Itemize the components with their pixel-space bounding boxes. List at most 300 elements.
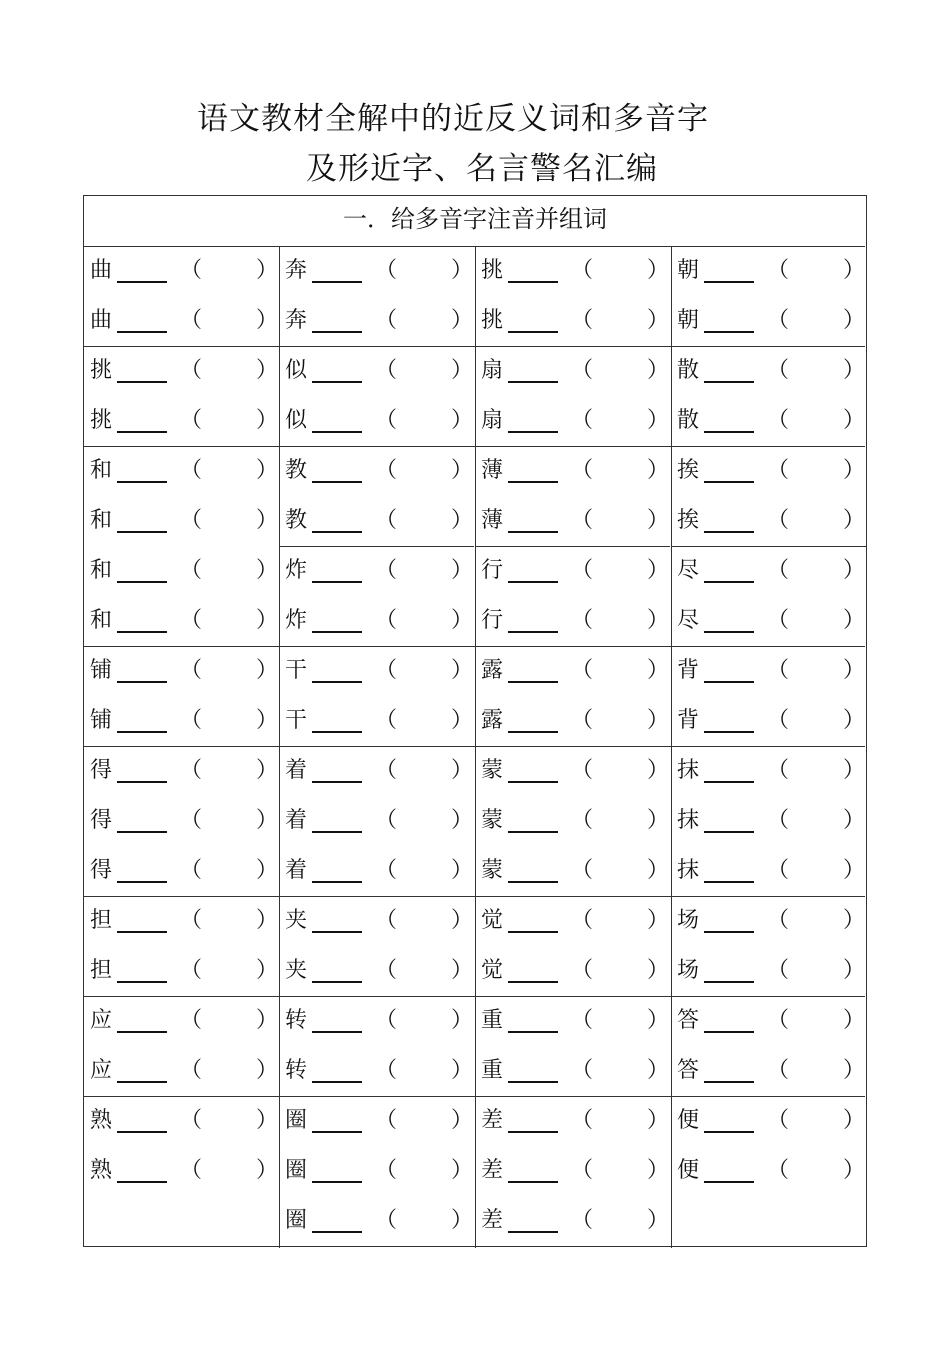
polyphone-entry	[671, 801, 866, 841]
pinyin-blank[interactable]	[117, 681, 167, 683]
polyphone-entry	[671, 1001, 866, 1041]
word-paren-close: ）	[256, 1108, 279, 1133]
column-divider	[279, 246, 280, 1248]
polyphone-entry	[279, 351, 474, 391]
pinyin-blank[interactable]	[704, 581, 754, 583]
word-paren-close: ）	[256, 708, 279, 733]
pinyin-blank[interactable]	[704, 431, 754, 433]
polyphone-character: 熟	[90, 1158, 113, 1183]
pinyin-blank[interactable]	[508, 531, 558, 533]
pinyin-blank[interactable]	[117, 831, 167, 833]
polyphone-entry	[671, 351, 866, 391]
polyphone-entry	[475, 651, 670, 691]
pinyin-blank[interactable]	[508, 1031, 558, 1033]
group-divider	[84, 746, 865, 747]
column-divider	[475, 246, 476, 1248]
polyphone-character: 夹	[285, 958, 308, 983]
pinyin-blank[interactable]	[508, 831, 558, 833]
polyphone-character: 和	[90, 608, 113, 633]
pinyin-blank[interactable]	[704, 831, 754, 833]
pinyin-blank[interactable]	[704, 981, 754, 983]
polyphone-entry	[671, 551, 866, 591]
polyphone-character: 得	[90, 758, 113, 783]
word-paren-open: （	[375, 558, 398, 583]
polyphone-entry	[475, 1001, 670, 1041]
pinyin-blank[interactable]	[117, 1031, 167, 1033]
pinyin-blank[interactable]	[117, 381, 167, 383]
polyphone-character: 答	[677, 1008, 700, 1033]
word-paren-open: （	[571, 858, 594, 883]
pinyin-blank[interactable]	[704, 281, 754, 283]
polyphone-entry	[671, 601, 866, 641]
word-paren-close: ）	[451, 658, 474, 683]
polyphone-character: 尽	[677, 558, 700, 583]
word-paren-close: ）	[451, 258, 474, 283]
word-paren-open: （	[767, 808, 790, 833]
word-paren-close: ）	[647, 708, 670, 733]
pinyin-blank[interactable]	[508, 381, 558, 383]
pinyin-blank[interactable]	[312, 1131, 362, 1133]
polyphone-entry	[671, 251, 866, 291]
polyphone-character: 铺	[90, 708, 113, 733]
pinyin-blank[interactable]	[117, 631, 167, 633]
pinyin-blank[interactable]	[704, 781, 754, 783]
pinyin-blank[interactable]	[117, 981, 167, 983]
pinyin-blank[interactable]	[117, 1081, 167, 1083]
column-divider	[671, 246, 672, 1248]
pinyin-blank[interactable]	[508, 731, 558, 733]
polyphone-entry	[671, 1151, 866, 1191]
word-paren-close: ）	[451, 1158, 474, 1183]
pinyin-blank[interactable]	[312, 781, 362, 783]
word-paren-open: （	[375, 708, 398, 733]
word-paren-close: ）	[843, 958, 866, 983]
polyphone-entry	[84, 1001, 279, 1041]
polyphone-entry	[84, 401, 279, 441]
pinyin-blank[interactable]	[312, 431, 362, 433]
pinyin-blank[interactable]	[117, 431, 167, 433]
polyphone-entry	[279, 651, 474, 691]
group-divider	[84, 346, 865, 347]
polyphone-entry	[84, 851, 279, 891]
polyphone-entry	[475, 951, 670, 991]
polyphone-character: 重	[481, 1008, 504, 1033]
pinyin-blank[interactable]	[704, 381, 754, 383]
word-paren-open: （	[180, 808, 203, 833]
word-paren-close: ）	[451, 708, 474, 733]
word-paren-open: （	[375, 758, 398, 783]
word-paren-open: （	[180, 458, 203, 483]
word-paren-close: ）	[647, 258, 670, 283]
polyphone-entry	[84, 501, 279, 541]
pinyin-blank[interactable]	[704, 931, 754, 933]
pinyin-blank[interactable]	[508, 331, 558, 333]
polyphone-entry	[475, 751, 670, 791]
polyphone-character: 蒙	[481, 758, 504, 783]
polyphone-entry	[84, 1151, 279, 1191]
word-paren-close: ）	[256, 558, 279, 583]
polyphone-entry	[671, 951, 866, 991]
polyphone-character: 觉	[481, 958, 504, 983]
word-paren-open: （	[767, 758, 790, 783]
word-paren-close: ）	[451, 858, 474, 883]
word-paren-open: （	[375, 308, 398, 333]
polyphone-character: 背	[677, 708, 700, 733]
polyphone-character: 挑	[90, 358, 113, 383]
word-paren-close: ）	[451, 1208, 474, 1233]
polyphone-character: 挨	[677, 508, 700, 533]
polyphone-character: 圈	[285, 1158, 308, 1183]
word-paren-open: （	[571, 658, 594, 683]
polyphone-entry	[279, 1151, 474, 1191]
polyphone-character: 教	[285, 458, 308, 483]
polyphone-entry	[84, 751, 279, 791]
polyphone-entry	[84, 451, 279, 491]
word-paren-open: （	[571, 708, 594, 733]
group-divider	[84, 646, 865, 647]
word-paren-open: （	[375, 858, 398, 883]
polyphone-character: 觉	[481, 908, 504, 933]
polyphone-entry	[475, 801, 670, 841]
polyphone-entry	[84, 601, 279, 641]
polyphone-character: 炸	[285, 608, 308, 633]
pinyin-blank[interactable]	[508, 431, 558, 433]
word-paren-close: ）	[256, 608, 279, 633]
polyphone-character: 扇	[481, 358, 504, 383]
polyphone-entry	[475, 501, 670, 541]
polyphone-entry	[279, 551, 474, 591]
pinyin-blank[interactable]	[312, 331, 362, 333]
word-paren-close: ）	[647, 1008, 670, 1033]
pinyin-blank[interactable]	[704, 881, 754, 883]
word-paren-close: ）	[451, 458, 474, 483]
polyphone-entry	[475, 1151, 670, 1191]
polyphone-entry	[671, 751, 866, 791]
word-paren-open: （	[571, 1158, 594, 1183]
word-paren-close: ）	[451, 808, 474, 833]
polyphone-character: 差	[481, 1108, 504, 1133]
polyphone-character: 干	[285, 708, 308, 733]
pinyin-blank[interactable]	[117, 581, 167, 583]
word-paren-open: （	[767, 408, 790, 433]
word-paren-open: （	[767, 358, 790, 383]
pinyin-blank[interactable]	[312, 981, 362, 983]
group-divider	[84, 1096, 865, 1097]
polyphone-character: 朝	[677, 308, 700, 333]
word-paren-open: （	[180, 558, 203, 583]
pinyin-blank[interactable]	[704, 681, 754, 683]
pinyin-blank[interactable]	[312, 631, 362, 633]
pinyin-blank[interactable]	[508, 1181, 558, 1183]
word-paren-open: （	[571, 408, 594, 433]
polyphone-entry	[671, 1051, 866, 1091]
pinyin-blank[interactable]	[704, 481, 754, 483]
polyphone-entry	[671, 401, 866, 441]
polyphone-character: 教	[285, 508, 308, 533]
polyphone-character: 转	[285, 1058, 308, 1083]
word-paren-open: （	[180, 958, 203, 983]
word-paren-close: ）	[451, 308, 474, 333]
pinyin-blank[interactable]	[117, 331, 167, 333]
pinyin-blank[interactable]	[117, 931, 167, 933]
word-paren-close: ）	[451, 1108, 474, 1133]
word-paren-open: （	[375, 458, 398, 483]
polyphone-entry	[84, 901, 279, 941]
word-paren-open: （	[375, 1108, 398, 1133]
word-paren-open: （	[180, 1058, 203, 1083]
word-paren-open: （	[375, 658, 398, 683]
polyphone-character: 背	[677, 658, 700, 683]
word-paren-close: ）	[843, 808, 866, 833]
pinyin-blank[interactable]	[312, 1181, 362, 1183]
word-paren-open: （	[375, 408, 398, 433]
word-paren-open: （	[767, 908, 790, 933]
pinyin-blank[interactable]	[508, 281, 558, 283]
polyphone-entry	[279, 601, 474, 641]
word-paren-close: ）	[647, 858, 670, 883]
polyphone-entry	[279, 501, 474, 541]
word-paren-close: ）	[256, 458, 279, 483]
word-paren-open: （	[180, 708, 203, 733]
polyphone-character: 散	[677, 358, 700, 383]
word-paren-open: （	[571, 908, 594, 933]
pinyin-blank[interactable]	[508, 981, 558, 983]
polyphone-entry	[475, 1201, 670, 1241]
polyphone-entry	[279, 1201, 474, 1241]
pinyin-blank[interactable]	[117, 481, 167, 483]
pinyin-blank[interactable]	[508, 931, 558, 933]
pinyin-blank[interactable]	[508, 481, 558, 483]
polyphone-entry	[279, 751, 474, 791]
pinyin-blank[interactable]	[704, 1081, 754, 1083]
word-paren-close: ）	[256, 808, 279, 833]
word-paren-close: ）	[451, 908, 474, 933]
polyphone-entry	[475, 1101, 670, 1141]
pinyin-blank[interactable]	[312, 381, 362, 383]
pinyin-blank[interactable]	[117, 281, 167, 283]
polyphone-entry	[84, 351, 279, 391]
word-paren-open: （	[375, 358, 398, 383]
polyphone-character: 得	[90, 858, 113, 883]
pinyin-blank[interactable]	[508, 881, 558, 883]
polyphone-entry	[671, 701, 866, 741]
polyphone-character: 和	[90, 458, 113, 483]
polyphone-character: 薄	[481, 458, 504, 483]
polyphone-character: 朝	[677, 258, 700, 283]
word-paren-close: ）	[256, 908, 279, 933]
pinyin-blank[interactable]	[117, 731, 167, 733]
word-paren-close: ）	[256, 258, 279, 283]
polyphone-entry	[671, 1101, 866, 1141]
polyphone-entry	[279, 1051, 474, 1091]
polyphone-character: 似	[285, 408, 308, 433]
polyphone-character: 露	[481, 708, 504, 733]
word-paren-open: （	[180, 608, 203, 633]
polyphone-character: 似	[285, 358, 308, 383]
polyphone-entry	[279, 251, 474, 291]
polyphone-entry	[279, 1101, 474, 1141]
polyphone-character: 行	[481, 608, 504, 633]
word-paren-open: （	[571, 808, 594, 833]
pinyin-blank[interactable]	[312, 581, 362, 583]
word-paren-close: ）	[843, 1058, 866, 1083]
polyphone-entry	[475, 851, 670, 891]
pinyin-blank[interactable]	[312, 831, 362, 833]
word-paren-close: ）	[451, 358, 474, 383]
word-paren-close: ）	[647, 408, 670, 433]
pinyin-blank[interactable]	[508, 581, 558, 583]
polyphone-entry	[475, 1051, 670, 1091]
polyphone-character: 散	[677, 408, 700, 433]
word-paren-open: （	[375, 1058, 398, 1083]
word-paren-open: （	[767, 708, 790, 733]
word-paren-close: ）	[843, 708, 866, 733]
pinyin-blank[interactable]	[704, 731, 754, 733]
word-paren-open: （	[180, 758, 203, 783]
word-paren-close: ）	[843, 408, 866, 433]
word-paren-close: ）	[451, 558, 474, 583]
pinyin-blank[interactable]	[312, 1081, 362, 1083]
polyphone-entry	[84, 251, 279, 291]
word-paren-open: （	[180, 658, 203, 683]
word-paren-close: ）	[256, 408, 279, 433]
word-paren-close: ）	[647, 458, 670, 483]
polyphone-character: 尽	[677, 608, 700, 633]
pinyin-blank[interactable]	[704, 631, 754, 633]
pinyin-blank[interactable]	[704, 1181, 754, 1183]
polyphone-character: 和	[90, 508, 113, 533]
polyphone-character: 夹	[285, 908, 308, 933]
polyphone-character: 着	[285, 758, 308, 783]
pinyin-blank[interactable]	[117, 781, 167, 783]
polyphone-entry	[279, 951, 474, 991]
polyphone-entry	[671, 501, 866, 541]
word-paren-open: （	[571, 1058, 594, 1083]
polyphone-character: 担	[90, 958, 113, 983]
word-paren-close: ）	[451, 408, 474, 433]
polyphone-character: 答	[677, 1058, 700, 1083]
polyphone-entry	[475, 351, 670, 391]
polyphone-character: 奔	[285, 308, 308, 333]
pinyin-blank[interactable]	[312, 531, 362, 533]
word-paren-open: （	[180, 258, 203, 283]
pinyin-blank[interactable]	[312, 681, 362, 683]
polyphone-entry	[671, 651, 866, 691]
word-paren-open: （	[767, 508, 790, 533]
word-paren-open: （	[180, 1158, 203, 1183]
polyphone-character: 奔	[285, 258, 308, 283]
polyphone-character: 抹	[677, 758, 700, 783]
polyphone-character: 挨	[677, 458, 700, 483]
polyphone-character: 薄	[481, 508, 504, 533]
pinyin-blank[interactable]	[704, 331, 754, 333]
pinyin-blank[interactable]	[312, 1031, 362, 1033]
pinyin-blank[interactable]	[508, 631, 558, 633]
polyphone-entry	[279, 701, 474, 741]
word-paren-close: ）	[843, 858, 866, 883]
pinyin-blank[interactable]	[508, 1231, 558, 1233]
word-paren-close: ）	[647, 958, 670, 983]
pinyin-blank[interactable]	[508, 681, 558, 683]
polyphone-entry	[671, 301, 866, 341]
word-paren-open: （	[375, 608, 398, 633]
polyphone-character: 露	[481, 658, 504, 683]
polyphone-entry	[279, 801, 474, 841]
polyphone-character: 抹	[677, 858, 700, 883]
polyphone-entry	[84, 551, 279, 591]
polyphone-entry	[84, 651, 279, 691]
word-paren-open: （	[571, 608, 594, 633]
word-paren-open: （	[571, 1108, 594, 1133]
pinyin-blank[interactable]	[117, 1181, 167, 1183]
polyphone-exercise-table	[83, 195, 867, 1247]
polyphone-entry	[279, 301, 474, 341]
word-paren-open: （	[180, 1008, 203, 1033]
word-paren-close: ）	[843, 358, 866, 383]
pinyin-blank[interactable]	[704, 1031, 754, 1033]
polyphone-character: 差	[481, 1208, 504, 1233]
word-paren-open: （	[180, 508, 203, 533]
pinyin-blank[interactable]	[117, 1131, 167, 1133]
pinyin-blank[interactable]	[704, 1131, 754, 1133]
word-paren-close: ）	[647, 908, 670, 933]
pinyin-blank[interactable]	[312, 931, 362, 933]
polyphone-character: 蒙	[481, 808, 504, 833]
pinyin-blank[interactable]	[508, 781, 558, 783]
word-paren-open: （	[571, 558, 594, 583]
pinyin-blank[interactable]	[508, 1081, 558, 1083]
polyphone-entry	[279, 451, 474, 491]
word-paren-open: （	[375, 958, 398, 983]
word-paren-open: （	[375, 1158, 398, 1183]
word-paren-close: ）	[843, 1158, 866, 1183]
pinyin-blank[interactable]	[312, 281, 362, 283]
pinyin-blank[interactable]	[508, 1131, 558, 1133]
pinyin-blank[interactable]	[312, 481, 362, 483]
pinyin-blank[interactable]	[117, 531, 167, 533]
subgroup-divider	[475, 546, 670, 547]
polyphone-character: 和	[90, 558, 113, 583]
word-paren-close: ）	[451, 958, 474, 983]
pinyin-blank[interactable]	[312, 881, 362, 883]
polyphone-character: 挑	[90, 408, 113, 433]
word-paren-close: ）	[451, 1008, 474, 1033]
word-paren-open: （	[180, 1108, 203, 1133]
pinyin-blank[interactable]	[704, 531, 754, 533]
word-paren-open: （	[571, 358, 594, 383]
group-divider	[84, 996, 865, 997]
polyphone-character: 铺	[90, 658, 113, 683]
polyphone-entry	[475, 551, 670, 591]
word-paren-close: ）	[647, 508, 670, 533]
polyphone-character: 重	[481, 1058, 504, 1083]
word-paren-close: ）	[843, 308, 866, 333]
polyphone-entry	[475, 901, 670, 941]
polyphone-character: 干	[285, 658, 308, 683]
subgroup-divider	[671, 546, 866, 547]
polyphone-character: 圈	[285, 1208, 308, 1233]
pinyin-blank[interactable]	[312, 1231, 362, 1233]
polyphone-character: 曲	[90, 308, 113, 333]
word-paren-open: （	[767, 558, 790, 583]
pinyin-blank[interactable]	[312, 731, 362, 733]
word-paren-close: ）	[647, 1058, 670, 1083]
polyphone-character: 挑	[481, 308, 504, 333]
word-paren-close: ）	[647, 808, 670, 833]
pinyin-blank[interactable]	[117, 881, 167, 883]
word-paren-close: ）	[647, 1158, 670, 1183]
polyphone-entry	[84, 1101, 279, 1141]
